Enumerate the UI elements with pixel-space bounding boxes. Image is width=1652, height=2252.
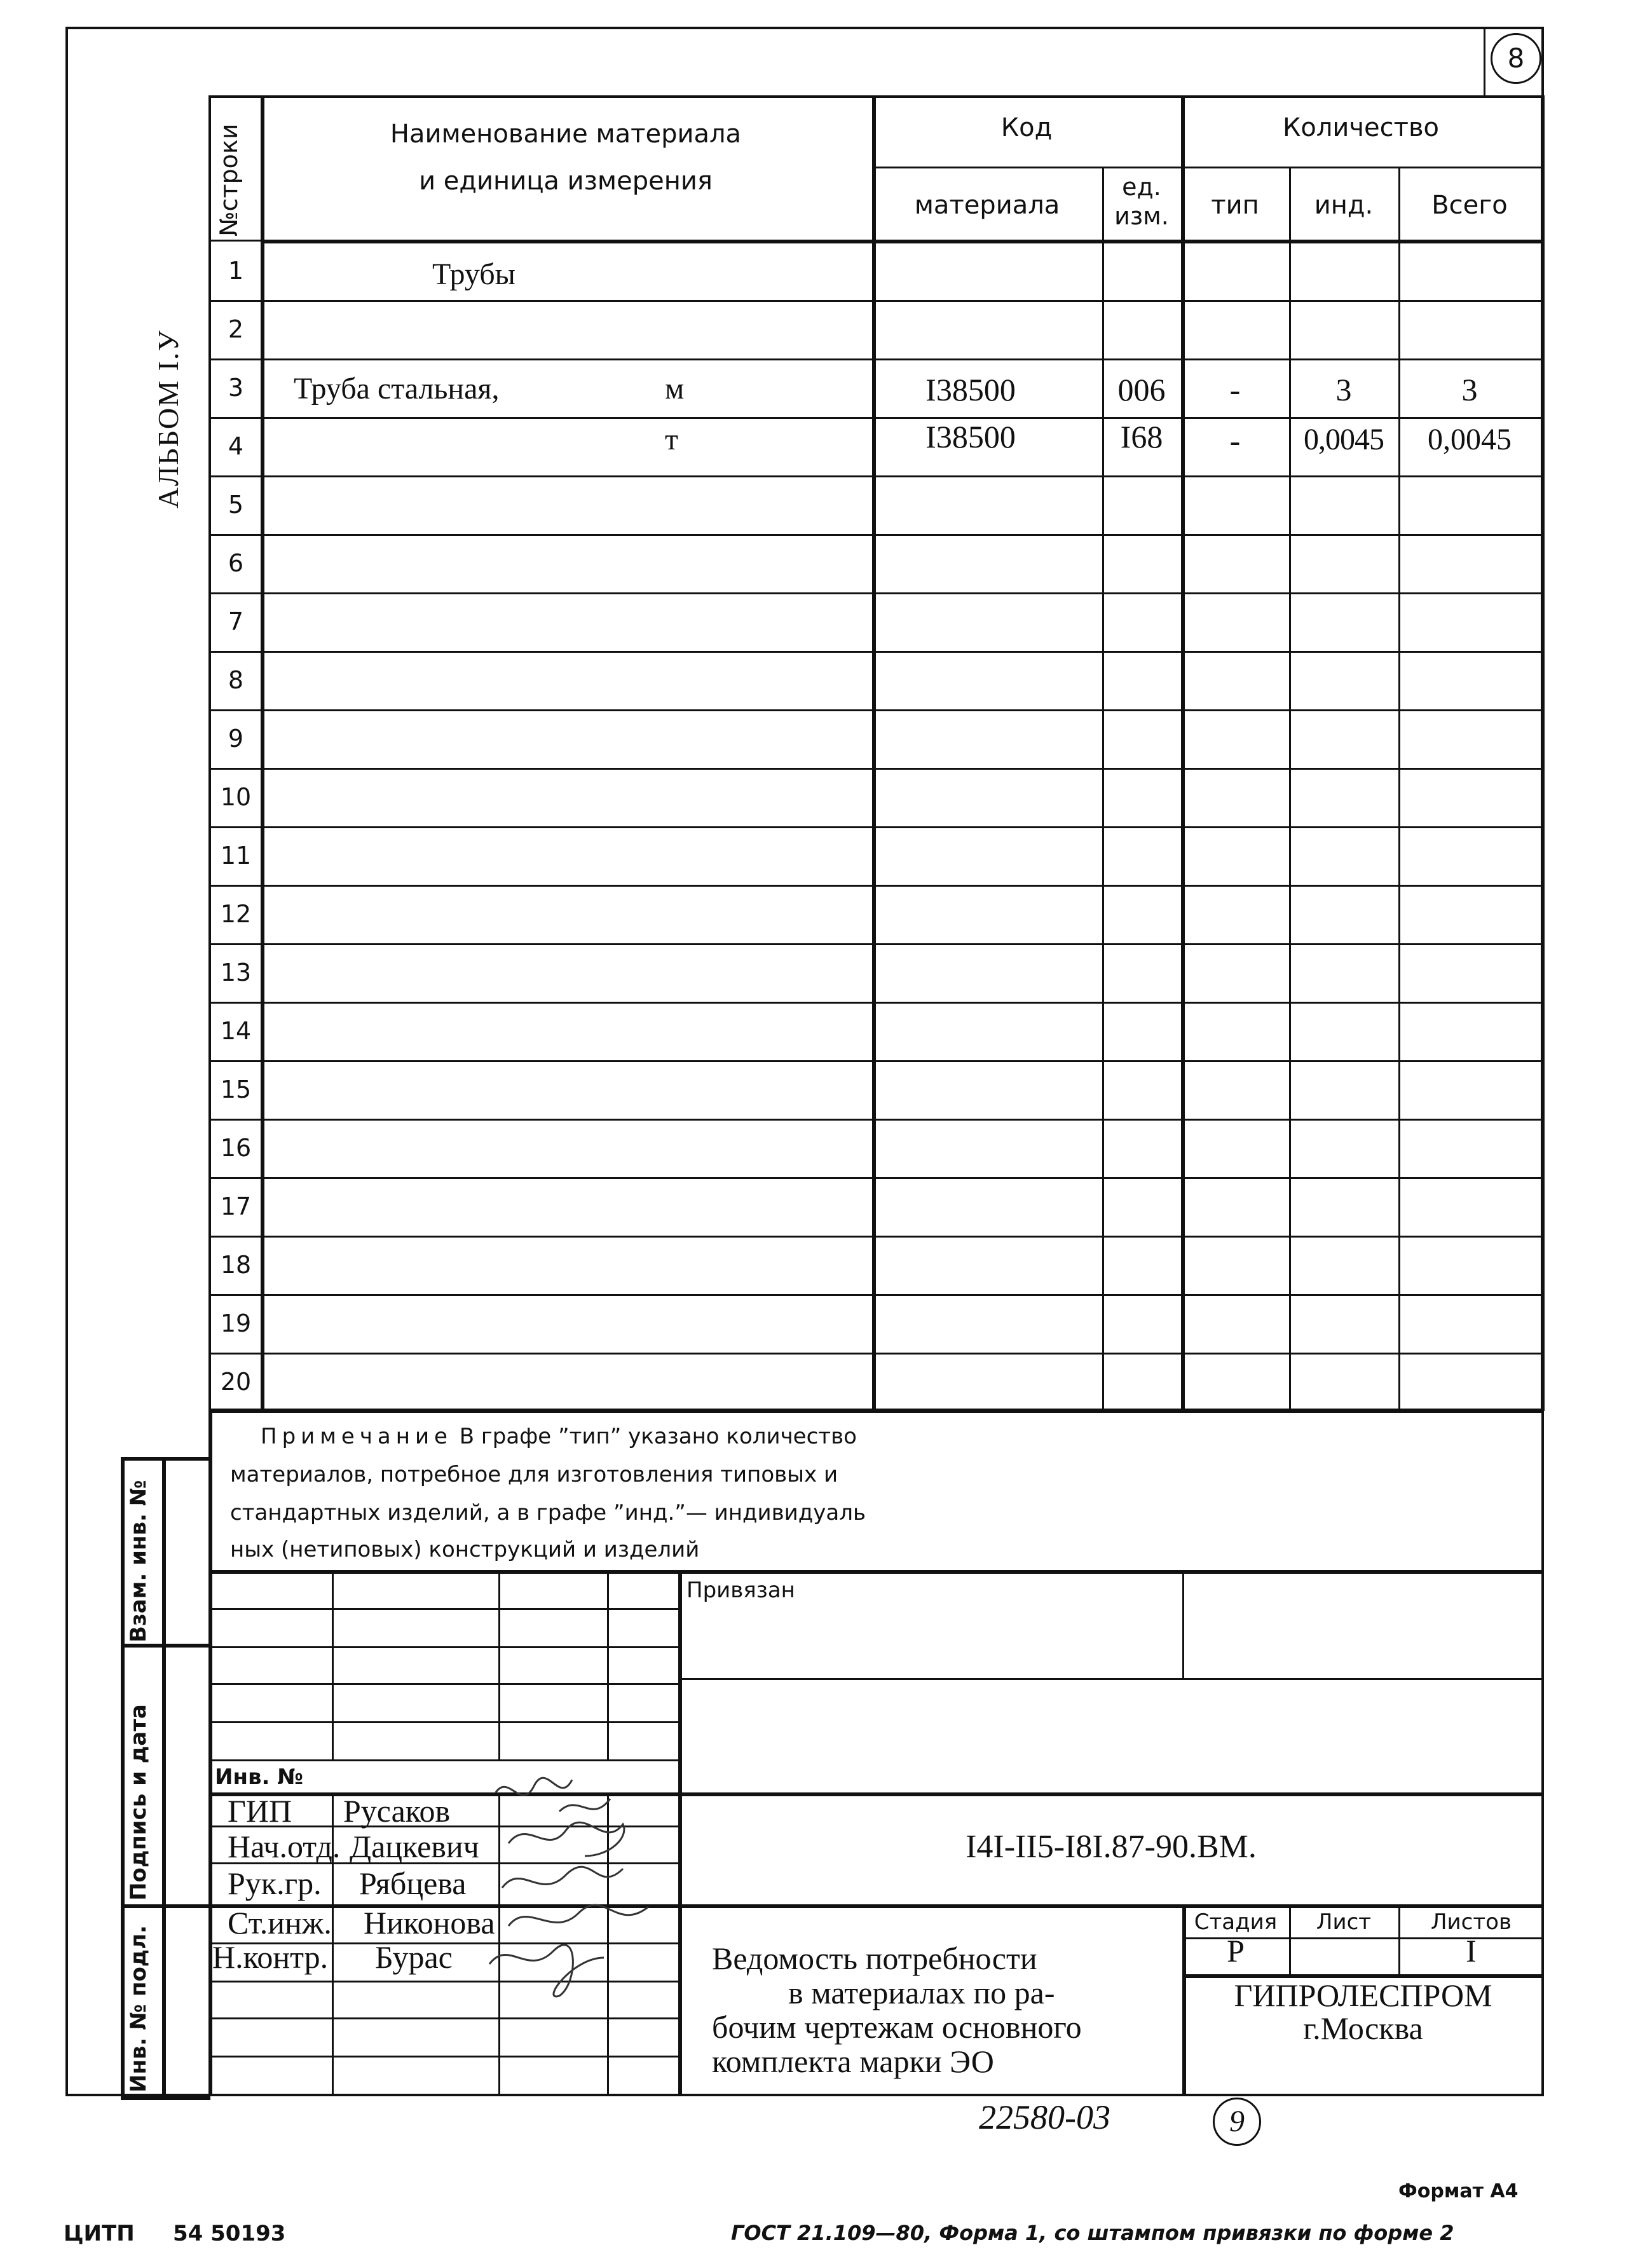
person-name: Бурас bbox=[375, 1939, 453, 1975]
organization-city: г.Москва bbox=[1303, 2010, 1423, 2046]
header-material-unit: и единица измерения bbox=[419, 167, 713, 196]
row-3-qty-ind: 3 bbox=[1335, 372, 1352, 407]
attached-label: Привязан bbox=[686, 1578, 795, 1603]
person-role: ГИП bbox=[228, 1793, 292, 1829]
row-number: 19 bbox=[220, 1309, 252, 1337]
header-quantity: Количество bbox=[1282, 113, 1439, 142]
header-code-unit-1: ед. bbox=[1122, 173, 1161, 201]
sheets-value: I bbox=[1466, 1933, 1477, 1969]
row-divider bbox=[208, 1060, 1544, 1062]
person-name: Дацкевич bbox=[350, 1829, 479, 1864]
note-line-1 bbox=[261, 1424, 857, 1449]
row-number: 11 bbox=[220, 842, 252, 870]
row-1-name: Трубы bbox=[432, 257, 515, 291]
row-number: 9 bbox=[228, 725, 244, 753]
circled-number: 9 bbox=[1213, 2098, 1261, 2146]
row-number: 3 bbox=[228, 374, 244, 402]
sheet-label: Лист bbox=[1316, 1909, 1372, 1935]
row-divider bbox=[208, 534, 1544, 536]
row-number: 13 bbox=[220, 959, 252, 986]
row-divider bbox=[208, 1119, 1544, 1121]
note-line-2: материалов, потребное для изготовления типовых и bbox=[230, 1462, 838, 1487]
title-line-4: комплекта марки ЭО bbox=[712, 2044, 994, 2079]
row-number: 5 bbox=[228, 491, 244, 519]
note-title: Примечание bbox=[261, 1424, 453, 1449]
person-role: Рук.гр. bbox=[228, 1866, 322, 1901]
note-line-1-text: В графе ”тип” указано количество bbox=[459, 1424, 857, 1449]
row-number: 1 bbox=[228, 257, 244, 285]
signatures bbox=[483, 1767, 699, 2009]
header-code: Код bbox=[1000, 113, 1053, 142]
footer-standard: ГОСТ 21.109—80, Форма 1, со штампом привязки по форме 2 bbox=[731, 2221, 1454, 2245]
header-qty-total: Всего bbox=[1431, 191, 1508, 220]
row-number: 7 bbox=[228, 608, 244, 636]
album-label: АЛЬБОМ I.У bbox=[152, 329, 184, 508]
row-3-name: Труба стальная, bbox=[294, 372, 500, 406]
materials-table bbox=[208, 95, 1544, 1411]
row-4-qty-ind: 0,0045 bbox=[1304, 423, 1384, 456]
row-4-unit-code: I68 bbox=[1120, 419, 1163, 454]
row-number: 14 bbox=[220, 1017, 252, 1045]
row-4-qty-type: - bbox=[1229, 423, 1241, 458]
row-divider bbox=[208, 885, 1544, 887]
person-role: Ст.инж. bbox=[228, 1905, 332, 1941]
inventory-label: Инв. № bbox=[215, 1764, 304, 1790]
row-divider bbox=[208, 943, 1544, 945]
person-name: Русаков bbox=[343, 1793, 451, 1829]
row-3-unit: м bbox=[665, 372, 685, 406]
note-line-3: стандартных изделий, а в графе ”инд.”— индивидуаль bbox=[230, 1500, 866, 1525]
row-divider bbox=[208, 1002, 1544, 1004]
row-divider bbox=[208, 592, 1544, 594]
row-number: 4 bbox=[228, 432, 244, 460]
footer-org: ЦИТП bbox=[64, 2221, 135, 2246]
row-divider bbox=[208, 768, 1544, 770]
row-3-material-code: I38500 bbox=[925, 372, 1016, 407]
row-divider bbox=[208, 1353, 1544, 1355]
original-inventory-label: Инв. № подл. bbox=[126, 1925, 151, 2092]
stage-label: Стадия bbox=[1194, 1909, 1278, 1935]
row-divider bbox=[208, 358, 1544, 360]
row-number: 6 bbox=[228, 549, 244, 577]
person-name: Никонова bbox=[364, 1905, 495, 1941]
row-number: 2 bbox=[228, 315, 244, 343]
row-3-unit-code: 006 bbox=[1117, 372, 1166, 407]
row-divider bbox=[208, 1236, 1544, 1238]
row-number: 10 bbox=[220, 783, 252, 811]
organization-name: ГИПРОЛЕСПРОМ bbox=[1234, 1977, 1492, 2013]
row-divider bbox=[208, 300, 1544, 302]
row-number: 17 bbox=[220, 1192, 252, 1220]
person-name: Рябцева bbox=[359, 1866, 467, 1901]
document-code: I4I-II5-I8I.87-90.ВМ. bbox=[966, 1829, 1257, 1865]
sheet-number-circle: 8 bbox=[1491, 33, 1541, 84]
header-row-number: №строки bbox=[215, 123, 243, 236]
replace-inventory-label: Взам. инв. № bbox=[126, 1480, 151, 1642]
title-line-3: бочим чертежам основного bbox=[712, 2009, 1082, 2045]
row-3-qty-total: 3 bbox=[1461, 372, 1478, 407]
row-4-qty-total: 0,0045 bbox=[1428, 423, 1512, 456]
row-divider bbox=[208, 1177, 1544, 1179]
row-divider bbox=[208, 475, 1544, 477]
title-line-1: Ведомость потребности bbox=[712, 1941, 1037, 1976]
row-number: 18 bbox=[220, 1251, 252, 1279]
footer-code: 54 50193 bbox=[173, 2221, 286, 2246]
row-divider bbox=[208, 651, 1544, 653]
row-number: 8 bbox=[228, 666, 244, 694]
person-role: Н.контр. bbox=[212, 1939, 329, 1975]
archive-number: 22580-03 bbox=[979, 2098, 1110, 2136]
title-line-2: в материалах по ра- bbox=[788, 1975, 1055, 2010]
sheets-label: Листов bbox=[1430, 1909, 1512, 1935]
stage-value: Р bbox=[1227, 1933, 1245, 1969]
row-number: 12 bbox=[220, 900, 252, 928]
row-number: 16 bbox=[220, 1134, 252, 1162]
header-material-name: Наименование материала bbox=[390, 119, 742, 149]
person-role: Нач.отд. bbox=[228, 1829, 341, 1864]
row-number: 20 bbox=[220, 1368, 252, 1396]
row-3-qty-type: - bbox=[1229, 372, 1241, 407]
row-4-material-code: I38500 bbox=[925, 419, 1016, 454]
row-4-unit: т bbox=[665, 423, 678, 456]
header-qty-type: тип bbox=[1211, 191, 1259, 220]
row-divider bbox=[208, 1294, 1544, 1296]
format-label: Формат А4 bbox=[1398, 2180, 1519, 2202]
header-qty-ind: инд. bbox=[1314, 191, 1374, 220]
signature-date-label: Подпись и дата bbox=[126, 1704, 151, 1901]
row-number: 15 bbox=[220, 1075, 252, 1103]
note-line-4: ных (нетиповых) конструкций и изделий bbox=[230, 1537, 700, 1562]
header-code-material: материала bbox=[914, 191, 1060, 220]
header-code-unit-2: изм. bbox=[1114, 202, 1169, 230]
row-divider bbox=[208, 709, 1544, 711]
row-divider bbox=[208, 826, 1544, 828]
